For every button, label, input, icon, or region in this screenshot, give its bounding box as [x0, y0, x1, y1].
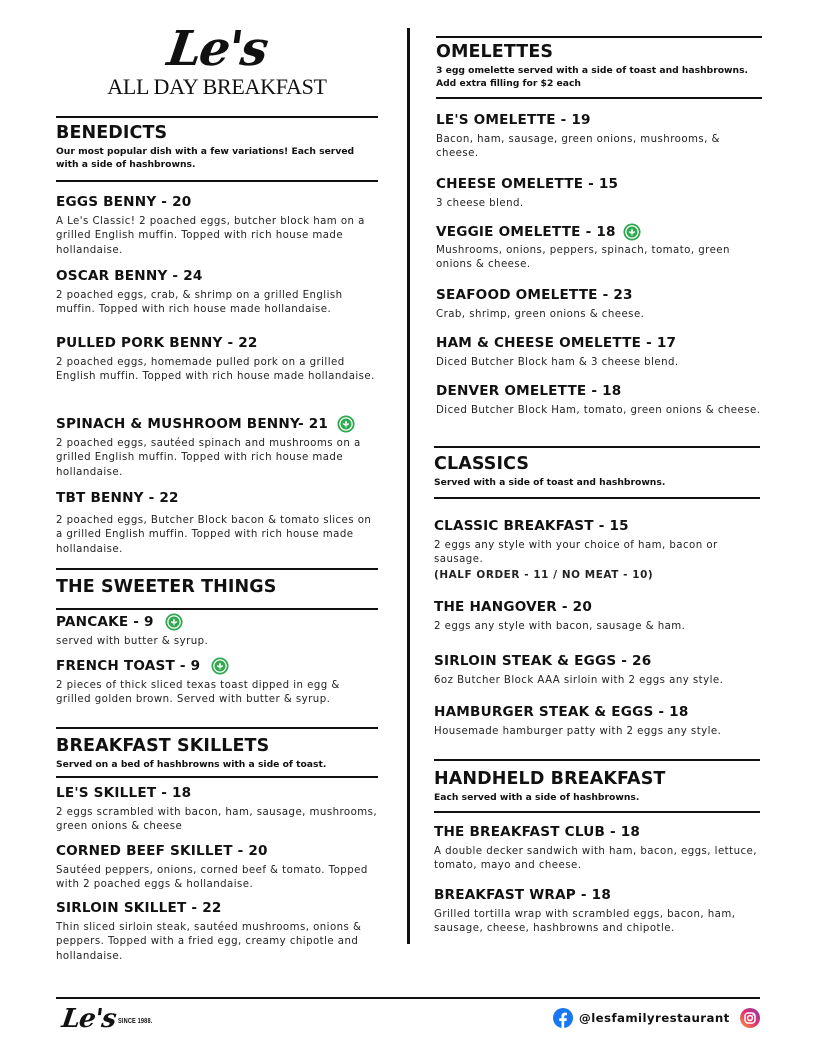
menu-item: [436, 334, 762, 370]
item-description: 2 poached eggs, homemade pulled pork on a grilled English muffin. Topped with rich house made hollandaise.: [56, 357, 375, 383]
menu-item: [434, 517, 760, 582]
item-title: [56, 842, 378, 860]
menu-item: [434, 598, 760, 634]
menu-item: [436, 286, 762, 322]
item-description: A Le's Classic! 2 poached eggs, butcher block ham on a grilled English muffin. Topped with rich house made hollandaise.: [56, 216, 365, 256]
item-description: Diced Butcher Block Ham, tomato, green onions & cheese.: [436, 405, 761, 416]
item-name: SEAFOOD OMELETTE - 23: [436, 287, 633, 303]
item-price-note: (HALF ORDER - 11 / NO MEAT - 10): [434, 568, 654, 581]
item-name: BREAKFAST WRAP - 18: [434, 887, 611, 903]
item-title: [56, 613, 378, 631]
menu-item: [56, 784, 378, 835]
vegetarian-leaf-icon: [165, 613, 183, 631]
facebook-icon[interactable]: [553, 1008, 573, 1028]
item-title: [56, 489, 378, 507]
section-title: HANDHELD BREAKFAST: [434, 769, 666, 789]
section-rule: [436, 36, 762, 38]
item-name: PULLED PORK BENNY - 22: [56, 335, 258, 351]
menu-item: [434, 823, 760, 874]
item-title: [434, 517, 760, 535]
section-rule: [56, 180, 378, 182]
item-title: [56, 193, 378, 211]
item-name: CORNED BEEF SKILLET - 20: [56, 843, 268, 859]
section-title: OMELETTES: [436, 42, 554, 62]
item-description: Mushrooms, onions, peppers, spinach, tomato, green onions & cheese.: [436, 245, 730, 271]
menu-item: [56, 334, 378, 385]
item-name: LE'S SKILLET - 18: [56, 785, 192, 801]
item-name: EGGS BENNY - 20: [56, 194, 192, 210]
menu-item: [56, 267, 378, 318]
item-title: [56, 267, 378, 285]
item-title: [56, 334, 378, 352]
item-name: VEGGIE OMELETTE - 18: [436, 224, 616, 240]
item-title: [56, 899, 378, 917]
menu-item: [434, 703, 760, 739]
item-description: 2 poached eggs, sautéed spinach and mushrooms on a grilled English muffin. Topped with rich house made hollandaise.: [56, 438, 361, 478]
section-breakfast-skillets: [56, 727, 378, 778]
section-subtitle: Served on a bed of hashbrowns with a side of toast.: [56, 759, 327, 770]
menu-item: [436, 175, 762, 211]
item-title: [436, 223, 762, 241]
item-description: Thin sliced sirloin steak, sautéed mushrooms, onions & peppers. Topped with a fried egg, creamy chipotle and hollandaise.: [56, 922, 362, 962]
vegetarian-leaf-icon: [337, 415, 355, 433]
menu-item: [56, 842, 378, 893]
item-title: [434, 703, 760, 721]
item-title: [436, 175, 762, 193]
item-description: Housemade hamburger patty with 2 eggs any style.: [434, 726, 722, 737]
menu-item: [436, 223, 762, 273]
menu-item: [56, 193, 378, 258]
section-rule: [434, 497, 760, 499]
item-description: 6oz Butcher Block AAA sirloin with 2 eggs any style.: [434, 675, 724, 686]
section-rule: [56, 116, 378, 118]
item-name: THE BREAKFAST CLUB - 18: [434, 824, 641, 840]
item-description: 2 eggs any style with your choice of ham, bacon or sausage.: [434, 540, 718, 566]
section-rule: [436, 97, 762, 99]
footer-logo-script: Le's: [59, 1004, 118, 1034]
menu-item: [56, 415, 378, 480]
item-title: [434, 652, 760, 670]
item-name: HAM & CHEESE OMELETTE - 17: [436, 335, 677, 351]
section-handheld-breakfast: [434, 759, 760, 813]
menu-item: [436, 382, 762, 418]
item-title: [434, 823, 760, 841]
item-name: DENVER OMELETTE - 18: [436, 383, 622, 399]
item-title: [56, 657, 378, 675]
menu-item: [436, 111, 762, 162]
item-title: [436, 334, 762, 352]
item-description: Grilled tortilla wrap with scrambled eggs, bacon, ham, sausage, cheese, hashbrowns and chipotle.: [434, 909, 736, 935]
section-subtitle: Each served with a side of hashbrowns.: [434, 792, 640, 803]
item-description: served with butter & syrup.: [56, 636, 209, 647]
item-name: CLASSIC BREAKFAST - 15: [434, 518, 629, 534]
social-links: [553, 1008, 760, 1028]
section-omelettes: [436, 36, 762, 99]
section-rule: [56, 727, 378, 729]
item-name: CHEESE OMELETTE - 15: [436, 176, 619, 192]
item-name: PANCAKE - 9: [56, 614, 154, 630]
item-description: 2 poached eggs, crab, & shrimp on a grilled English muffin. Topped with rich house made hollandaise.: [56, 290, 343, 316]
item-description: Diced Butcher Block ham & 3 cheese blend.: [436, 357, 679, 368]
social-handle[interactable]: @lesfamilyrestaurant: [579, 1011, 730, 1025]
section-title: BENEDICTS: [56, 123, 168, 143]
item-name: SIRLOIN SKILLET - 22: [56, 900, 222, 916]
column-divider: [407, 28, 410, 944]
header-logo: [82, 21, 352, 99]
section-rule: [434, 811, 760, 813]
item-description: 2 eggs scrambled with bacon, ham, sausage, mushrooms, green onions & cheese: [56, 807, 378, 833]
vegetarian-leaf-icon: [623, 223, 641, 241]
section-rule: [56, 776, 378, 778]
item-description: Sautéed peppers, onions, corned beef & tomato. Topped with 2 poached eggs & hollandaise.: [56, 865, 368, 891]
section-subtitle: Our most popular dish with a few variations! Each served with a side of hashbrowns.: [56, 146, 355, 170]
item-name: SPINACH & MUSHROOM BENNY- 21: [56, 416, 329, 432]
section-rule: [56, 608, 378, 610]
item-name: LE'S OMELETTE - 19: [436, 112, 591, 128]
section-subtitle: Served with a side of toast and hashbrowns.: [434, 477, 666, 488]
item-title: [56, 784, 378, 802]
item-title: [436, 382, 762, 400]
section-title: CLASSICS: [434, 454, 530, 474]
section-classics: [434, 446, 760, 499]
item-title: [436, 286, 762, 304]
item-description: Bacon, ham, sausage, green onions, mushrooms, & cheese.: [436, 134, 720, 160]
item-name: HAMBURGER STEAK & EGGS - 18: [434, 704, 689, 720]
menu-item: [56, 613, 378, 649]
item-description: A double decker sandwich with ham, bacon, eggs, lettuce, tomato, mayo and cheese.: [434, 846, 757, 872]
menu-item: [56, 489, 378, 557]
item-description: 2 pieces of thick sliced texas toast dipped in egg & grilled golden brown. Served with butter & syrup.: [56, 680, 340, 706]
item-title: [436, 111, 762, 129]
vegetarian-leaf-icon: [211, 657, 229, 675]
footer-rule: [56, 997, 760, 999]
section-benedicts: [56, 116, 378, 182]
item-name: TBT BENNY - 22: [56, 490, 179, 506]
item-title: [434, 598, 760, 616]
menu-item: [434, 652, 760, 688]
instagram-icon[interactable]: [740, 1008, 760, 1028]
item-name: OSCAR BENNY - 24: [56, 268, 203, 284]
item-title: [434, 886, 760, 904]
item-name: THE HANGOVER - 20: [434, 599, 592, 615]
item-name: FRENCH TOAST - 9: [56, 658, 201, 674]
footer-since: SINCE 1988.: [118, 1018, 153, 1025]
logo-script: Le's: [164, 21, 270, 77]
footer-logo: [59, 1004, 161, 1034]
section-rule: [434, 446, 760, 448]
section-subtitle: 3 egg omelette served with a side of toast and hashbrowns. Add extra filling for $2 each: [436, 65, 749, 89]
item-name: SIRLOIN STEAK & EGGS - 26: [434, 653, 652, 669]
menu-item: [56, 899, 378, 964]
menu-item: [434, 886, 760, 937]
item-title: [56, 415, 378, 433]
section-rule: [434, 759, 760, 761]
section-title: BREAKFAST SKILLETS: [56, 736, 270, 756]
section-rule: [56, 568, 378, 570]
section-sweeter-things: [56, 568, 378, 610]
item-description: 2 poached eggs, Butcher Block bacon & tomato slices on a grilled English muffin. Topped with rich house made hollandaise.: [56, 515, 372, 555]
item-description: Crab, shrimp, green onions & cheese.: [436, 309, 645, 320]
section-title: THE SWEETER THINGS: [56, 577, 277, 597]
logo-subtitle: ALL DAY BREAKFAST: [107, 74, 327, 99]
item-description: 2 eggs any style with bacon, sausage & ham.: [434, 621, 686, 632]
item-description: 3 cheese blend.: [436, 198, 524, 209]
menu-item: [56, 657, 378, 708]
